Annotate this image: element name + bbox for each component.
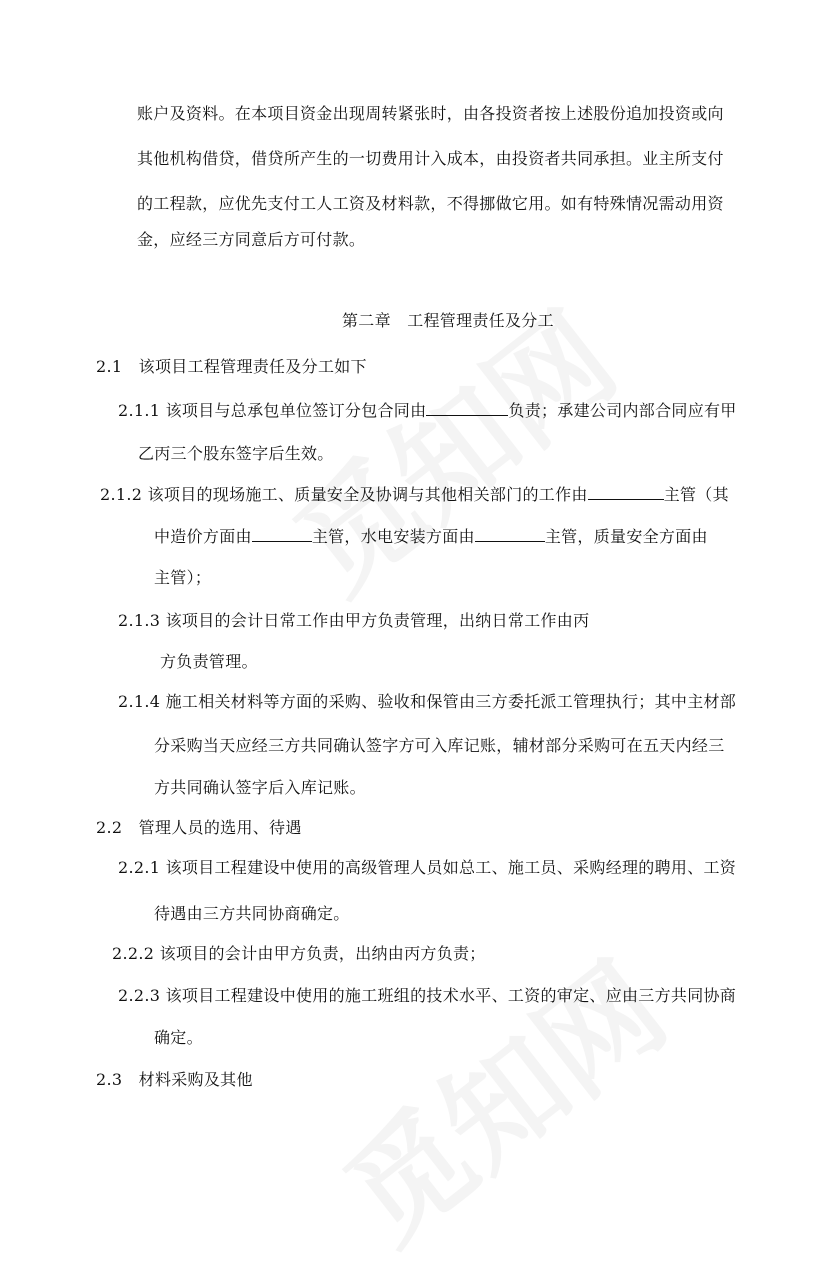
- item-2-1-1-line-2: 乙丙三个股东签字后生效。: [138, 444, 334, 463]
- item-2-1-2-text-b: 主管（其: [663, 485, 729, 504]
- item-2-1-2-text-c: 中造价方面由: [154, 527, 252, 546]
- item-2-1-2-text-a: 2.1.2 该项目的现场施工、质量安全及协调与其他相关部门的工作由: [100, 485, 588, 504]
- intro-line-3: 的工程款，应优先支付工人工资及材料款，不得挪做它用。如有特殊情况需动用资: [137, 194, 724, 213]
- item-2-1-3-line-2: 方负责管理。: [160, 652, 258, 671]
- intro-line-4: 金，应经三方同意后方可付款。: [137, 230, 366, 249]
- section-heading-2-1: 2.1 该项目工程管理责任及分工如下: [96, 357, 367, 376]
- item-2-1-4-line-3: 方共同确认签字后入库记账。: [154, 778, 366, 797]
- item-2-2-3-line-2: 确定。: [154, 1028, 203, 1047]
- item-2-1-1-text-b: 负责；承建公司内部合同应有甲: [508, 401, 737, 420]
- watermark-lower: [305, 917, 695, 1274]
- chapter-title: 第二章 工程管理责任及分工: [342, 311, 554, 330]
- item-2-1-2-text-e: 主管，质量安全方面由: [544, 527, 708, 546]
- item-2-2-3-line-1: 2.2.3 该项目工程建设中使用的施工班组的技术水平、工资的审定、应由三方共同协商: [118, 986, 737, 1005]
- item-2-1-2-text-d: 主管，水电安装方面由: [311, 527, 475, 546]
- item-2-1-2-line-1: [100, 484, 729, 505]
- fill-blank[interactable]: [426, 400, 508, 416]
- item-2-1-2-line-2: [154, 526, 708, 547]
- fill-blank[interactable]: [475, 526, 545, 542]
- section-heading-2-2: 2.2 管理人员的选用、待遇: [96, 818, 302, 837]
- item-2-2-1-line-2: 待遇由三方共同协商确定。: [154, 904, 350, 923]
- intro-line-1: 账户及资料。在本项目资金出现周转紧张时，由各投资者按上述股份追加投资或向: [137, 104, 724, 123]
- fill-blank[interactable]: [252, 526, 312, 542]
- section-heading-2-3: 2.3 材料采购及其他: [96, 1070, 253, 1089]
- item-2-2-1-line-1: 2.2.1 该项目工程建设中使用的高级管理人员如总工、施工员、采购经理的聘用、工资: [118, 858, 737, 877]
- item-2-1-4-line-1: 2.1.4 施工相关材料等方面的采购、验收和保管由三方委托派工管理执行；其中主材部: [118, 692, 737, 711]
- item-2-1-3-line-1: 2.1.3 该项目的会计日常工作由甲方负责管理，出纳日常工作由丙: [118, 611, 590, 630]
- item-2-1-4-line-2: 分采购当天应经三方共同确认签字方可入库记账，辅材部分采购可在五天内经三: [154, 736, 725, 755]
- item-2-1-1-line-1: [118, 400, 737, 421]
- item-2-2-2-line-1: 2.2.2 该项目的会计由甲方负责，出纳由丙方负责；: [112, 944, 486, 963]
- fill-blank[interactable]: [588, 484, 664, 500]
- item-2-1-1-text-a: 2.1.1 该项目与总承包单位签订分包合同由: [118, 401, 427, 420]
- intro-line-2: 其他机构借贷，借贷所产生的一切费用计入成本，由投资者共同承担。业主所支付: [137, 149, 724, 168]
- item-2-1-2-line-3: 主管）；: [154, 568, 212, 587]
